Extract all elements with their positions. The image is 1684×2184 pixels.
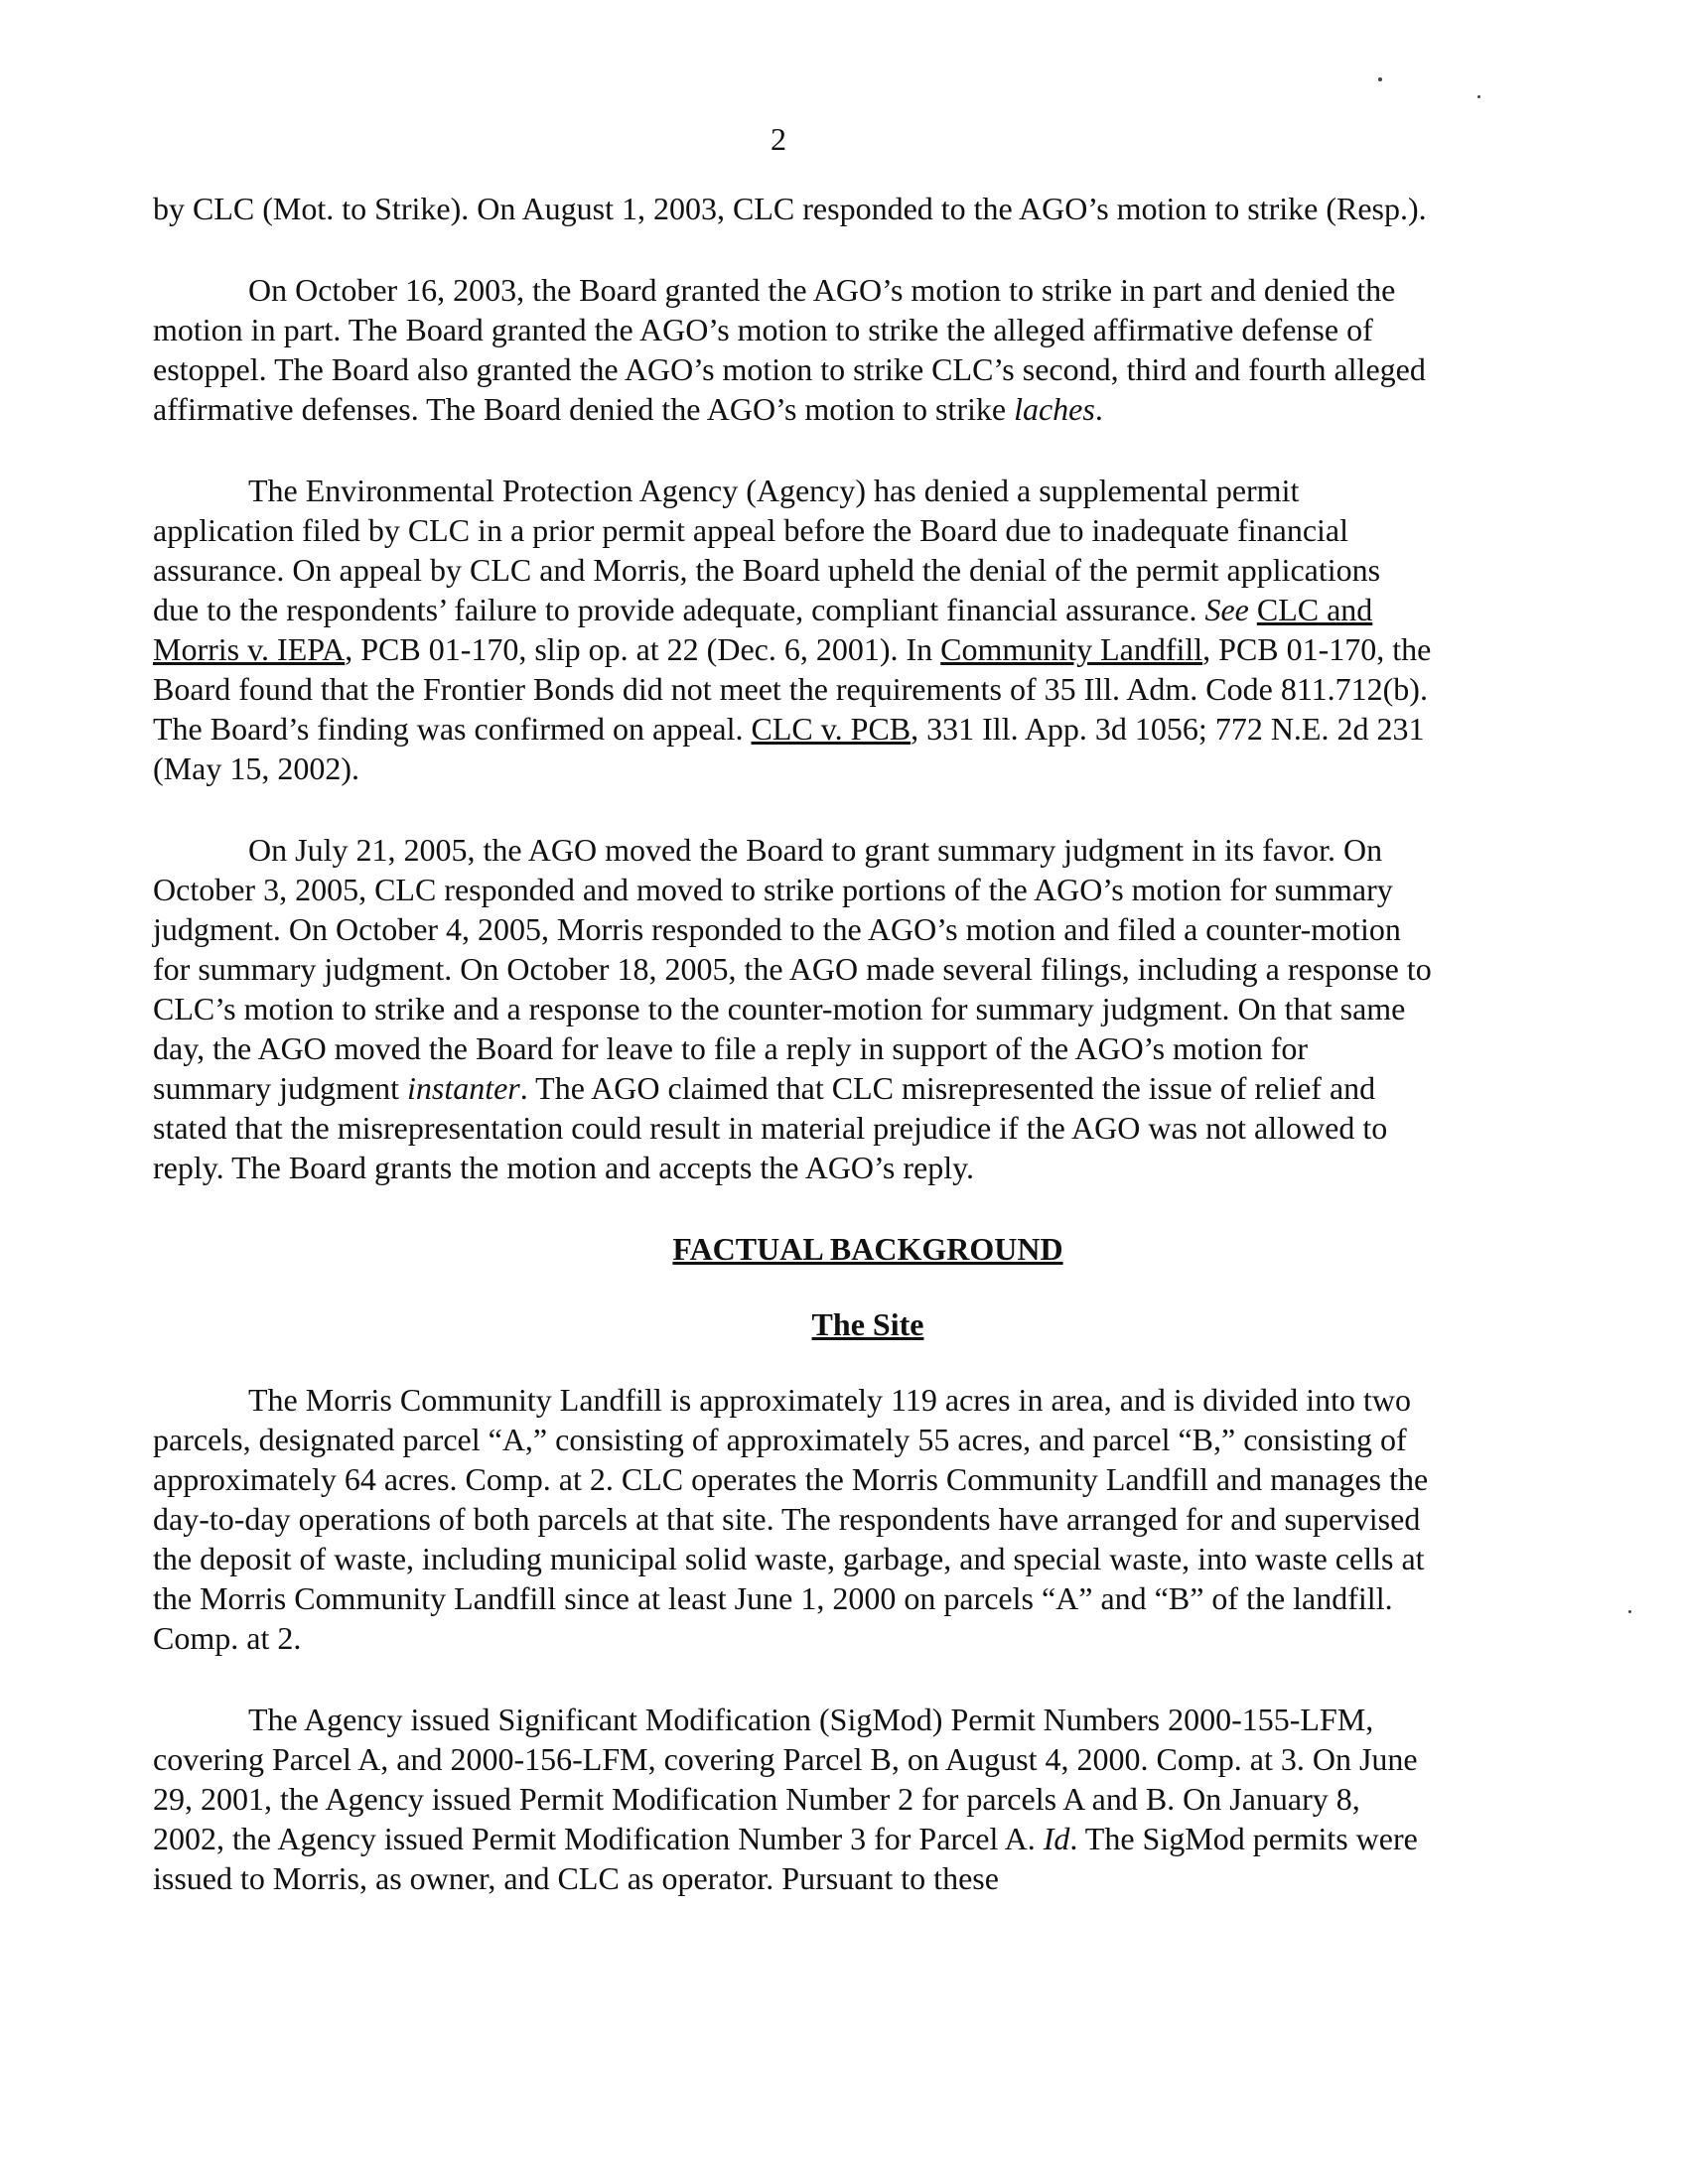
scan-speck [1477,95,1480,98]
scan-speck [1628,1610,1631,1613]
paragraph-summary-judgment [153,830,1434,1187]
paragraph-text: . The SigMod permits were issued to Morris, as owner, and CLC as operator. Pursuant to these [153,1821,1418,1896]
case-citation: Community Landfill [940,631,1203,667]
paragraph-permits [153,1700,1434,1898]
paragraph-site-description [153,1380,1434,1658]
paragraph-text: . The AGO claimed that CLC misrepresented the issue of relief and stated that the misrepresentation could result in material prejudice if the AGO was not allowed to reply. The Board grants the motion and accepts the AGO’s reply. [153,1070,1388,1185]
italic-citation: Id [1043,1821,1070,1856]
paragraph-text: The Environmental Protection Agency (Agency) has denied a supplemental permit application filed by CLC in a prior permit appeal before the Board due to inadequate financial assurance. On appeal by CLC and Morris, the Board upheld the denial of the permit applications due to the respondents’ failure to provide adequate, compliant financial assurance. [153,473,1381,627]
paragraph-text: by CLC (Mot. to Strike). On August 1, 2003, CLC responded to the AGO’s motion to strike (Resp.). [153,191,1427,226]
space [1249,592,1257,627]
paragraph-agency-denial [153,471,1434,788]
section-heading-factual-background: FACTUAL BACKGROUND [672,1231,1063,1267]
italic-signal: See [1204,592,1249,627]
paragraph-text: On July 21, 2005, the AGO moved the Board to grant summary judgment in its favor. On October 3, 2005, CLC responded and moved to strike portions of the AGO’s motion for summary judgment. On October 4, 2005, Morris responded to the AGO’s motion and filed a counter-motion for summary judgment. On October 18, 2005, the AGO made several filings, including a response to CLC’s motion to strike and a response to the counter-motion for summary judgment. On that same day, the AGO moved the Board for leave to file a reply in support of the AGO’s motion for summary judgment [153,832,1432,1106]
case-citation: CLC and Morris v. IEPA [153,592,1373,667]
paragraph-text: , PCB 01-170, slip op. at 22 (Dec. 6, 2001). In [345,631,941,667]
case-citation: CLC v. PCB [751,711,912,747]
subsection-heading-the-site: The Site [811,1306,924,1342]
italic-term: instanter [406,1070,520,1106]
scan-speck [1378,77,1382,81]
document-body [153,189,1434,1898]
paragraph-procedural-1 [153,189,1434,228]
paragraph-text: , 331 Ill. App. 3d 1056; 772 N.E. 2d 231 (May 15, 2002). [153,711,1425,786]
paragraph-text: The Morris Community Landfill is approximately 119 acres in area, and is divided into two parcels, designated parcel “A,” consisting of approximately 55 acres, and parcel “B,” consisting of approximately 64 acres. Comp. at 2. CLC operates the Morris Community Landfill and manages the day-to-day operations of both parcels at that site. The respondents have arranged for and supervised the deposit of waste, including municipal solid waste, garbage, and special waste, into waste cells at the Morris Community Landfill since at least June 1, 2000 on parcels “A” and “B” of the landfill. Comp. at 2. [153,1382,1429,1656]
italic-term: laches [1014,391,1095,427]
paragraph-text: On October 16, 2003, the Board granted the AGO’s motion to strike in part and denied the motion in part. The Board granted the AGO’s motion to strike the alleged affirmative defense of estoppel. The Board also granted the AGO’s motion to strike CLC’s second, third and fourth alleged affirmative defenses. The Board denied the AGO’s motion to strike [153,272,1426,427]
paragraph-text: . [1094,391,1103,427]
page-number: 2 [771,121,786,157]
paragraph-text: The Agency issued Significant Modification (SigMod) Permit Numbers 2000-155-LFM, covering Parcel A, and 2000-156-LFM, covering Parcel B, on August 4, 2000. Comp. at 3. On June 29, 2001, the Agency issued Permit Modification Number 2 for parcels A and B. On January 8, 2002, the Agency issued Permit Modification Number 3 for Parcel A. [153,1702,1418,1856]
paragraph-procedural-2 [153,270,1434,429]
paragraph-text: , PCB 01-170, the Board found that the Frontier Bonds did not meet the requirements of 35 Ill. Adm. Code 811.712(b). The Board’s finding was confirmed on appeal. [153,631,1432,747]
